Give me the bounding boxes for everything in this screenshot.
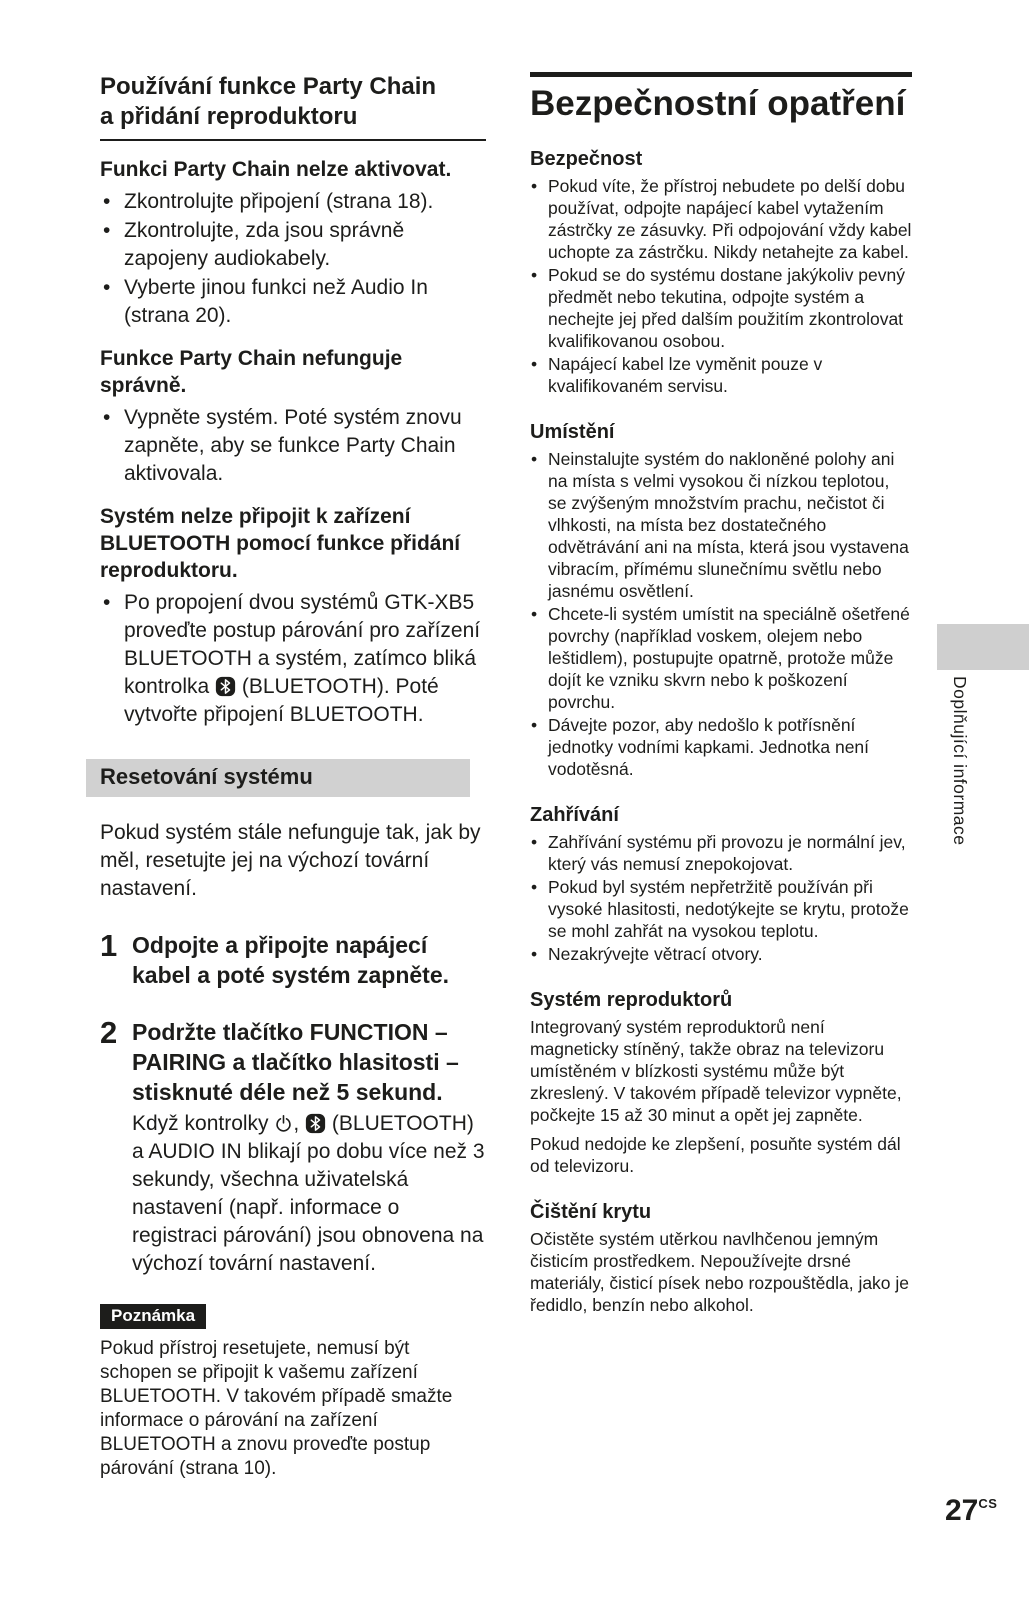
issue-bullet-list <box>100 188 486 330</box>
power-icon <box>274 1114 293 1133</box>
bullet-text: Pokud byl systém nepřetržitě používán při vysoké hlasitosti, nedotýkejte se krytu, protože se mohl zahřát na vysokou teplotu. <box>548 877 909 941</box>
list-item <box>530 264 912 352</box>
bullet-text: Chcete-li systém umístit na speciálně ošetřené povrchy (například voskem, olejem nebo leštidlem), postupujte opatrně, protože může dojít ke vzniku skvrn nebo k poškození povrchu. <box>548 604 910 712</box>
step-body-text: (BLUETOOTH) a AUDIO IN blikají po dobu více než 3 sekundy, všechna uživatelská nastavení (např. informace o registraci párování) jsou obnovena na výchozí tovární nastavení. <box>132 1112 485 1275</box>
bullet-text: Pokud víte, že přístroj nebudete po delší dobu používat, odpojte napájecí kabel vytažením zástrčky ze zásuvky. Při odpojování vždy kabel uchopte za zástrčku. Nikdy netahejte za kabel. <box>548 176 912 262</box>
step-content <box>132 1017 486 1278</box>
list-item <box>100 188 486 216</box>
section-tab-label: Doplňující informace <box>950 676 970 846</box>
note-text: Pokud přístroj resetujete, nemusí být schopen se připojit k vašemu zařízení BLUETOOTH. V takovém případě smažte informace o párování na zařízení BLUETOOTH a znovu proveďte postup párování (strana 10). <box>100 1338 453 1479</box>
left-column <box>100 72 486 1481</box>
bullet-text: Napájecí kabel lze vyměnit pouze v kvalifikovaném servisu. <box>548 354 823 396</box>
list-item <box>100 217 486 273</box>
issue-bullet-list <box>100 589 486 729</box>
list-item <box>530 603 912 713</box>
speaker-system-paragraph: Pokud nedojde ke zlepšení, posuňte systém dál od televizoru. <box>530 1134 901 1176</box>
step-number: 2 <box>100 1015 118 1050</box>
bullet-text: Zkontrolujte, zda jsou správně zapojeny audiokabely. <box>124 219 405 270</box>
list-item <box>530 831 912 875</box>
list-item <box>100 274 486 330</box>
subheading-safety: Bezpečnost <box>530 148 643 170</box>
subheading-cabinet-cleaning: Čištění krytu <box>530 1201 652 1223</box>
list-item <box>530 448 912 602</box>
step-body-text: Když kontrolky <box>132 1112 275 1135</box>
page-language-suffix: CS <box>978 1496 998 1511</box>
step-body <box>132 1110 486 1278</box>
list-item <box>530 175 912 263</box>
step-body-text: , <box>293 1112 306 1135</box>
cabinet-cleaning-paragraph: Očistěte systém utěrkou navlhčenou jemným čisticím prostředkem. Nepoužívejte drsné materiály, čisticí písek nebo rozpouštědla, jako je ředidlo, benzín nebo alkohol. <box>530 1229 910 1315</box>
list-item <box>530 714 912 780</box>
list-item <box>530 353 912 397</box>
bullet-text: Zahřívání systému při provozu je normální jev, který vás nemusí znepokojovat. <box>548 832 906 874</box>
bullet-text: Nezakrývejte větrací otvory. <box>548 944 763 964</box>
step-title: Podržte tlačítko FUNCTION – PAIRING a tlačítko hlasitosti – stisknuté déle než 5 sekund. <box>132 1019 459 1105</box>
step-content <box>132 930 449 990</box>
issue-bullet-list <box>100 404 486 488</box>
step-2 <box>100 1017 486 1278</box>
right-column <box>530 72 912 1323</box>
bullet-text: Vypněte systém. Poté systém znovu zapněte, aby se funkce Party Chain aktivovala. <box>124 406 462 485</box>
subheading-speaker-system: Systém reproduktorů <box>530 989 733 1011</box>
bullet-text: Zkontrolujte připojení (strana 18). <box>124 190 434 213</box>
bullet-text: Neinstalujte systém do nakloněné polohy ani na místa s velmi vysokou či nízkou teplotou, se zvýšeným množstvím prachu, nečistot či vlhkosti, na místa bez dostatečného odvětrávání ani na místa, která jsou vystavena vibracím, přímému slunečnímu světlu nebo jasnému osvětlení. <box>548 449 909 601</box>
placement-bullet-list <box>530 448 912 780</box>
list-item <box>530 943 912 965</box>
page-number-value: 27 <box>945 1494 979 1527</box>
speaker-system-paragraph: Integrovaný systém reproduktorů není magneticky stíněný, takže obraz na televizoru umístěném v blízkosti systému může být zkreslený. V takovém případě televizor vypněte, počkejte 15 až 30 minut a opět jej zapněte. <box>530 1017 902 1125</box>
reset-section-heading-bar <box>86 759 470 797</box>
step-number: 1 <box>100 928 118 963</box>
subheading-heat: Zahřívání <box>530 804 619 826</box>
note-label: Poznámka <box>100 1304 206 1329</box>
bluetooth-icon <box>305 1113 326 1134</box>
step-1 <box>100 930 486 990</box>
reset-intro-paragraph: Pokud systém stále nefunguje tak, jak by měl, resetujte jej na výchozí tovární nastavení. <box>100 821 481 900</box>
bullet-text: Dávejte pozor, aby nedošlo k potřísnění jednotky vodními kapkami. Jednotka není vodotěsná. <box>548 715 870 779</box>
page-title-safety-precautions: Bezpečnostní opatření <box>530 72 912 124</box>
subheading-placement: Umístění <box>530 421 615 443</box>
section-heading-party-chain: Používání funkce Party Chain a přidání reproduktoru <box>100 72 486 141</box>
reset-section-heading: Resetování systému <box>100 764 313 789</box>
issue-title-not-working: Funkce Party Chain nefunguje správně. <box>100 347 403 397</box>
bullet-text: Vyberte jinou funkci než Audio In (strana 20). <box>124 276 428 327</box>
bullet-text: Po propojení dvou systémů GTK-XB5 proveďte postup párování pro zařízení BLUETOOTH a systém, zatímco bliká kontrolka <box>124 591 481 698</box>
bluetooth-icon <box>215 676 236 697</box>
list-item <box>530 876 912 942</box>
issue-title-cannot-activate: Funkci Party Chain nelze aktivovat. <box>100 158 452 181</box>
section-tab-marker <box>937 624 1029 670</box>
safety-bullet-list <box>530 175 912 397</box>
list-item <box>100 589 486 729</box>
step-title: Odpojte a připojte napájecí kabel a poté systém zapněte. <box>132 932 450 988</box>
page-number <box>945 1489 997 1526</box>
heat-bullet-list <box>530 831 912 965</box>
list-item <box>100 404 486 488</box>
issue-title-cannot-connect-bt: Systém nelze připojit k zařízení BLUETOOTH pomocí funkce přidání reproduktoru. <box>100 505 461 582</box>
bullet-text: Pokud se do systému dostane jakýkoliv pevný předmět nebo tekutina, odpojte systém a nechejte jej před dalším použitím zkontrolovat kvalifikovanou osobou. <box>548 265 905 351</box>
bullet-text: (BLUETOOTH). Poté vytvořte připojení BLUETOOTH. <box>124 675 439 726</box>
